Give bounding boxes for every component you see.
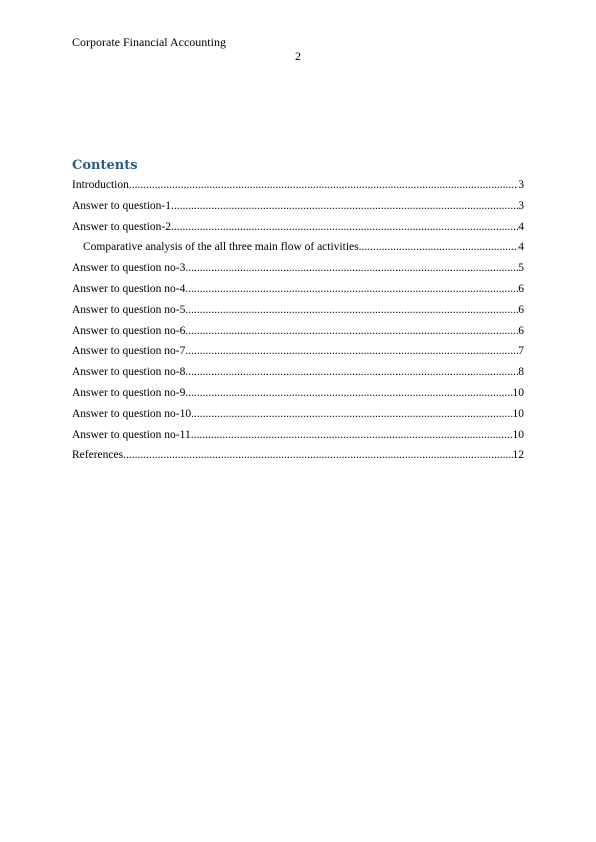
- toc-entry-label: Answer to question-1: [72, 199, 172, 212]
- toc-entry-page: 6: [518, 282, 524, 295]
- toc-entry-question-7[interactable]: [72, 344, 524, 365]
- toc-dot-leader: [185, 261, 518, 275]
- toc-entry-introduction[interactable]: [72, 178, 524, 199]
- toc-entry-label: Answer to question no-8: [72, 366, 186, 379]
- toc-entry-question-11[interactable]: [72, 428, 524, 449]
- toc-entry-page: 10: [512, 407, 524, 420]
- toc-entry-page: 7: [518, 345, 524, 358]
- toc-entry-label: Comparative analysis of the all three main flow of activities: [83, 241, 359, 254]
- toc-entry-page: 3: [518, 199, 524, 212]
- toc-entry-label: Answer to question no-7: [72, 345, 186, 358]
- toc-entry-page: 10: [512, 428, 524, 441]
- toc-dot-leader: [359, 240, 519, 254]
- toc-dot-leader: [185, 324, 518, 338]
- toc-entry-question-4[interactable]: [72, 282, 524, 303]
- toc-entry-label: Answer to question no-3: [72, 262, 186, 275]
- toc-entry-label: References: [72, 449, 124, 462]
- toc-entry-page: 10: [512, 386, 524, 399]
- toc-entry-label: Answer to question no-10: [72, 407, 192, 420]
- toc-dot-leader: [185, 303, 518, 317]
- toc-entry-page: 8: [518, 366, 524, 379]
- toc-entry-page: 6: [518, 324, 524, 337]
- toc-dot-leader: [171, 220, 518, 234]
- toc-entry-question-8[interactable]: [72, 365, 524, 386]
- toc-entry-label: Introduction: [72, 179, 129, 191]
- toc-entry-label: Answer to question no-4: [72, 282, 186, 295]
- toc-entry-page: 6: [518, 303, 524, 316]
- toc-entry-label: Answer to question no-9: [72, 386, 186, 399]
- toc-dot-leader: [191, 407, 512, 421]
- toc-dot-leader: [185, 386, 512, 400]
- toc-entry-question-10[interactable]: [72, 407, 524, 428]
- toc-entry-page: 4: [518, 241, 524, 254]
- toc-dot-leader: [185, 365, 518, 379]
- toc-entry-label: Answer to question no-11: [72, 428, 191, 441]
- toc-dot-leader: [171, 199, 518, 213]
- toc-entry-page: 12: [512, 449, 524, 462]
- toc-entry-comparative-analysis[interactable]: [72, 240, 524, 261]
- toc-entry-label: Answer to question no-5: [72, 303, 186, 316]
- page-number: 2: [295, 49, 301, 63]
- toc-entry-page: 4: [518, 220, 524, 233]
- toc-entry-question-3[interactable]: [72, 261, 524, 282]
- toc-entry-question-1[interactable]: [72, 199, 524, 220]
- toc-dot-leader: [129, 178, 518, 192]
- toc-entry-question-9[interactable]: [72, 386, 524, 407]
- toc-dot-leader: [185, 282, 518, 296]
- toc-entry-page: 5: [518, 262, 524, 275]
- toc-entry-references[interactable]: [72, 448, 524, 469]
- toc-entry-label: Answer to question no-6: [72, 324, 186, 337]
- running-header-title: Corporate Financial Accounting: [72, 35, 226, 49]
- toc-dot-leader: [191, 428, 513, 442]
- toc-dot-leader: [123, 448, 512, 462]
- toc-entry-question-2[interactable]: [72, 220, 524, 241]
- toc-dot-leader: [185, 344, 518, 358]
- toc-entry-page: 3: [518, 179, 524, 191]
- table-of-contents: [72, 178, 524, 469]
- toc-entry-question-6[interactable]: [72, 324, 524, 345]
- toc-heading: Contents: [72, 158, 138, 173]
- toc-entry-label: Answer to question-2: [72, 220, 172, 233]
- toc-entry-question-5[interactable]: [72, 303, 524, 324]
